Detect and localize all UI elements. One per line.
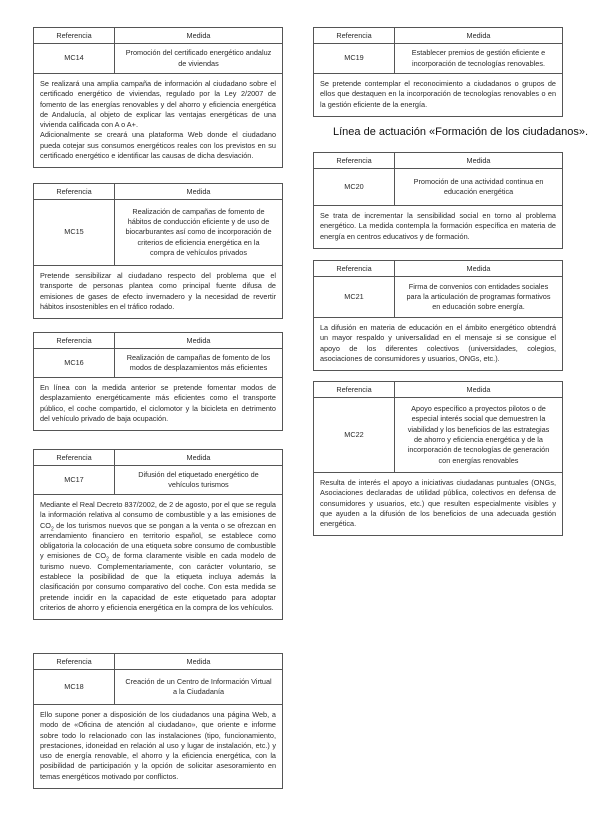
measure-card-mc18 bbox=[33, 653, 283, 789]
measure-title: Realización de campañas de fomento de hábitos de conducción eficiente y de uso de biocarburantes así como de incorporación de criterios de eficiencia energética en la compra de vehículos privados bbox=[125, 206, 272, 257]
measure-description bbox=[314, 473, 562, 535]
reference-header: Referencia bbox=[314, 153, 395, 168]
measure-code: MC14 bbox=[34, 44, 115, 73]
description-paragraph: Se trata de incrementar la sensibilidad social en torno al problema energético. La medida contempla la formación específica en materia de energía en centros educativos y de formación. bbox=[320, 211, 556, 241]
description-paragraph: En línea con la medida anterior se pretende fomentar modos de desplazamiento energéticamente más eficientes como el transporte público, el coche compartido, el ciclomotor y la bicicleta en detrimento del vehículo privado de baja ocupación. bbox=[40, 383, 276, 423]
measure-description bbox=[34, 378, 282, 430]
measure-description bbox=[34, 495, 282, 619]
description-paragraph: Ello supone poner a disposición de los ciudadanos una página Web, a modo de «Oficina de atención al ciudadano», que oriente e informe sobre todo lo relacionado con las instalaciones (tipo, funcionamiento, prestaciones, idoneidad en relación al uso y lugar de instalación, etc.) y uso de energía renovable, el ahorro y la eficiencia energética, con la posibilidad de participación y la opción de solicitar asesoramiento en temas energéticos motivado por conflictos. bbox=[40, 710, 276, 781]
measure-card-mc15 bbox=[33, 183, 283, 319]
measure-title: Apoyo específico a proyectos pilotos o de especial interés social que demuestren la viabilidad y los beneficios de las estrategias de ahorro y eficiencia energética y de la incorporación de tecnologías de generación con energías renovables bbox=[407, 404, 550, 465]
description-paragraph: Mediante el Real Decreto 837/2002, de 2 de agosto, por el que se regula la información relativa al consumo de combustible y a las emisiones de $CO_2$ de los turismos nuevos que se pongan a la venta o se ofrezcan en arrendamiento financiero en territorio español, se establece como obligatoria la colocación de una etiqueta sobre consumo de combustible y emisiones de $CO_2$ de forma claramente visible en cada modelo de turismo nuevo. Complementariamente, con carácter voluntario, se establece la posibilidad de que la etiqueta incluya además la clasificación por consumo comparativo del coche. Con esta medida se pretende incidir en la capacidad de este etiquetado para adoptar criterios de ahorro y eficiencia energética en la compra de los vehículos. bbox=[40, 500, 276, 612]
reference-header: Referencia bbox=[34, 28, 115, 43]
measure-title: Promoción de una actividad continua en educación energética bbox=[413, 176, 544, 196]
measure-header: Medida bbox=[186, 31, 211, 40]
description-paragraph: Se realizará una amplia campaña de información al ciudadano sobre el certificado energético de viviendas, regulado por la Ley 2/2007 de fomento de las energías renovables y del ahorro y eficiencia energética de Andalucía, al objeto de explicar las ventajas energéticas de una vivienda calificada con A o A+. bbox=[40, 79, 276, 130]
measure-card-mc17 bbox=[33, 449, 283, 620]
measure-title: Creación de un Centro de Información Virtual a la Ciudadanía bbox=[125, 676, 272, 696]
reference-header: Referencia bbox=[34, 333, 115, 348]
measure-card-mc14 bbox=[33, 27, 283, 168]
measure-code: MC17 bbox=[34, 466, 115, 494]
measure-card-mc22 bbox=[313, 381, 563, 536]
measure-header: Medida bbox=[186, 657, 211, 666]
measure-title: Promoción del certificado energético andaluz de viviendas bbox=[125, 48, 272, 68]
measure-code: MC21 bbox=[314, 277, 395, 317]
measure-code: MC15 bbox=[34, 200, 115, 265]
measure-code: MC16 bbox=[34, 349, 115, 377]
measure-description bbox=[314, 74, 562, 116]
reference-header: Referencia bbox=[314, 382, 395, 397]
measure-card-mc21 bbox=[313, 260, 563, 371]
measure-code: MC22 bbox=[314, 398, 395, 472]
reference-header: Referencia bbox=[314, 28, 395, 43]
reference-header: Referencia bbox=[34, 184, 115, 199]
measure-header: Medida bbox=[466, 156, 491, 165]
description-paragraph: La difusión en materia de educación en el ámbito energético obtendrá un mayor respaldo y universalidad en el mensaje si se consigue el apoyo de los diferentes colectivos (universidades, colegios, asociaciones de consumidores y usuarios, ONGs, etc.). bbox=[320, 323, 556, 363]
measure-title: Establecer premios de gestión eficiente e incorporación de tecnologías renovables. bbox=[411, 48, 546, 68]
measure-header: Medida bbox=[466, 264, 491, 273]
measure-title: Firma de convenios con entidades sociales para la articulación de programas formativos en educación sobre energía. bbox=[406, 281, 551, 312]
measure-code: MC18 bbox=[34, 670, 115, 704]
measure-card-mc16 bbox=[33, 332, 283, 431]
measure-title: Difusión del etiquetado energético de vehículos turismos bbox=[138, 469, 259, 489]
measure-description bbox=[34, 266, 282, 318]
measure-description bbox=[34, 74, 282, 167]
measure-code: MC19 bbox=[314, 44, 395, 73]
measure-header: Medida bbox=[186, 453, 211, 462]
measure-header: Medida bbox=[186, 187, 211, 196]
measure-code: MC20 bbox=[314, 169, 395, 205]
measure-card-mc20 bbox=[313, 152, 563, 249]
measure-description bbox=[34, 705, 282, 788]
measure-title: Realización de campañas de fomento de los modos de desplazamientos más eficientes bbox=[126, 352, 271, 372]
card-header bbox=[34, 28, 282, 44]
reference-header: Referencia bbox=[314, 261, 395, 276]
reference-header: Referencia bbox=[34, 450, 115, 465]
description-paragraph: Resulta de interés el apoyo a iniciativas ciudadanas puntuales (ONGs, Asociaciones declaradas de utilidad pública, colectivos en defensa de consumidores y usuarios, etc.) que resulten especialmente visibles y que ayuden a la difusión de los beneficios de una adecuada gestión energética. bbox=[320, 478, 556, 529]
description-paragraph: Pretende sensibilizar al ciudadano respecto del problema que el transporte de personas plantea como principal fuente difusa de emisiones de gases de efecto invernadero y la necesidad de revertir hábitos insostenibles en el tráfico rodado. bbox=[40, 271, 276, 311]
measure-header: Medida bbox=[186, 336, 211, 345]
section-heading: Línea de actuación «Formación de los ciudadanos». bbox=[333, 126, 589, 138]
measure-description bbox=[314, 206, 562, 248]
description-paragraph: Adicionalmente se creará una plataforma Web donde el ciudadano pueda cotejar sus consumos energéticos reales con los previstos en su certificado energético e identificar las causas de dicha desviación. bbox=[40, 130, 276, 161]
measure-card-mc19 bbox=[313, 27, 563, 117]
description-paragraph: Se pretende contemplar el reconocimiento a ciudadanos o grupos de ellos que destaquen en la incorporación de tecnologías renovables o en la gestión eficiente de la energía. bbox=[320, 79, 556, 109]
measure-description bbox=[314, 318, 562, 370]
reference-header: Referencia bbox=[34, 654, 115, 669]
measure-header: Medida bbox=[466, 385, 491, 394]
measure-header: Medida bbox=[466, 31, 491, 40]
